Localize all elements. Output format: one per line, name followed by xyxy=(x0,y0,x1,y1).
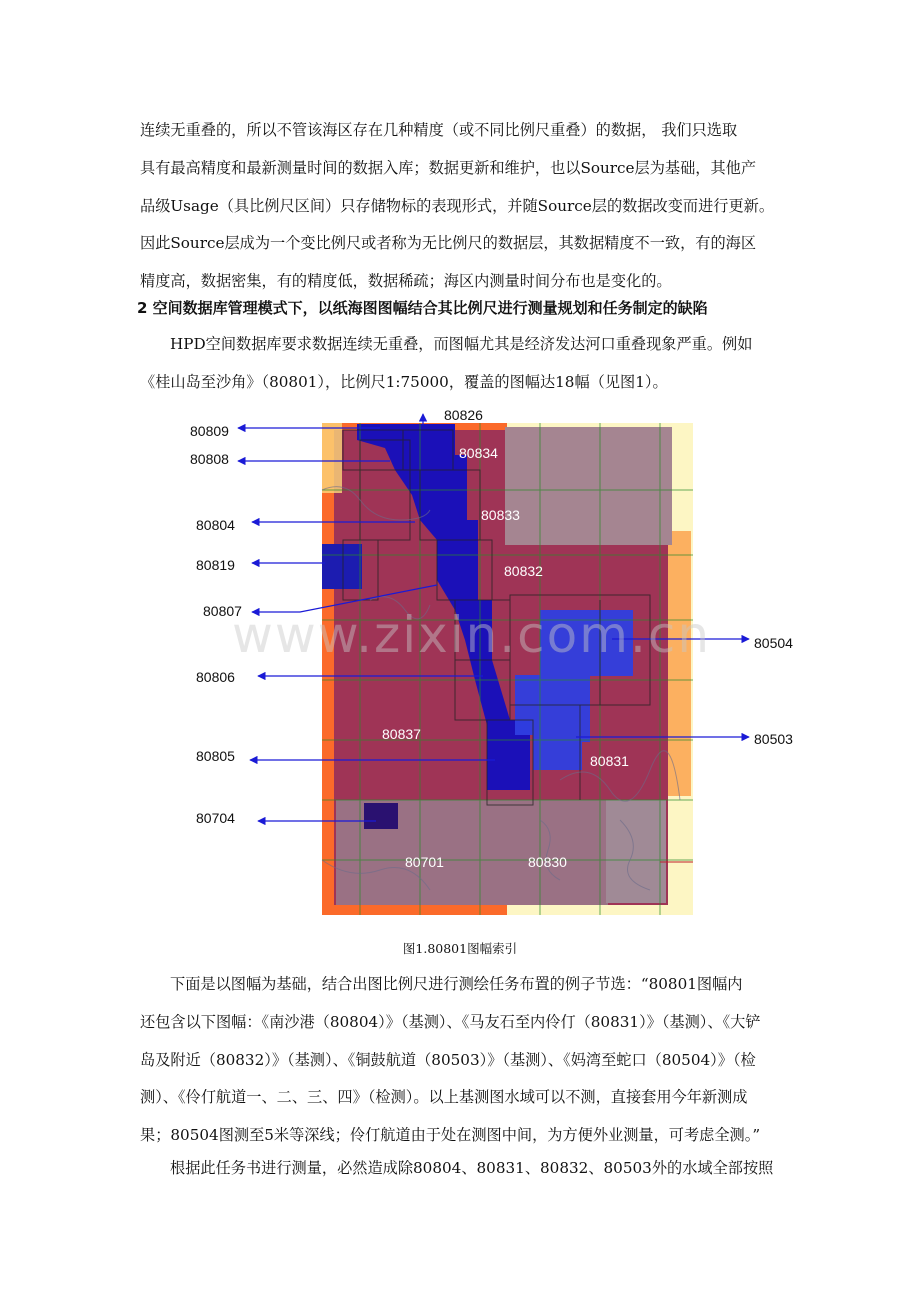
section-heading: 2 空间数据库管理模式下，以纸海图图幅结合其比例尺进行测量规划和任务制定的缺陷 xyxy=(137,299,708,317)
sheet-label: 80831 xyxy=(590,753,629,769)
sheet-label: 80806 xyxy=(196,669,235,685)
sheet-label: 80808 xyxy=(190,451,229,467)
paragraph-4 xyxy=(140,1150,790,1188)
text-line: 岛及附近（80832）》（基测）、《铜鼓航道（80503）》（基测）、《妈湾至蛇口（80504）》（检 xyxy=(140,1050,756,1069)
chart-index-map xyxy=(180,400,793,930)
watermark: www.zixin.com.cn xyxy=(232,606,712,664)
text-line: 测）、《伶仃航道一、二、三、四》（检测）。以上基测图水域可以不测，直接套用今年新测成 xyxy=(140,1088,748,1107)
text-line: 《桂山岛至沙角》（80801），比例尺1:75000，覆盖的图幅达18幅（见图1）。 xyxy=(140,372,668,391)
sheet-label: 80832 xyxy=(504,563,543,579)
sheet-label: 80504 xyxy=(754,635,793,651)
sheet-label: 80805 xyxy=(196,748,235,764)
sheet-label: 80701 xyxy=(405,854,444,870)
text-line: 下面是以图幅为基础，结合出图比例尺进行测绘任务布置的例子节选：“80801图幅内 xyxy=(170,975,743,993)
sheet-label: 80704 xyxy=(196,810,235,826)
paragraph-1 xyxy=(140,112,790,301)
sheet-label: 80819 xyxy=(196,557,235,573)
text-line: 连续无重叠的，所以不管该海区存在几种精度（或不同比例尺重叠）的数据， 我们只选取 xyxy=(140,121,738,139)
sheet-label: 80804 xyxy=(196,517,235,533)
figure-caption: 图1.80801图幅索引 xyxy=(402,941,518,956)
sheet-label: 80503 xyxy=(754,731,793,747)
sheet-label: 80830 xyxy=(528,854,567,870)
sheet-label: 80837 xyxy=(382,726,421,742)
sheet-label: 80833 xyxy=(481,507,520,523)
text-line: HPD空间数据库要求数据连续无重叠，而图幅尤其是经济发达河口重叠现象严重。例如 xyxy=(170,335,753,353)
text-line: 品级Usage（具比例尺区间）只存储物标的表现形式，并随Source层的数据改变而进行更新。 xyxy=(140,196,775,215)
sheet-label: 80826 xyxy=(444,407,483,423)
sheet-label: 80834 xyxy=(459,445,498,461)
text-line: 果；80504图测至5米等深线；伶仃航道由于处在测图中间，为方便外业测量，可考虑全测。” xyxy=(140,1126,761,1145)
text-line: 精度高，数据密集，有的精度低，数据稀疏；海区内测量时间分布也是变化的。 xyxy=(140,272,672,291)
sheet-label: 80809 xyxy=(190,423,229,439)
paragraph-2 xyxy=(140,326,790,402)
text-line: 根据此任务书进行测量，必然造成除80804、80831、80832、80503外的水域全部按照 xyxy=(170,1159,774,1177)
base-map xyxy=(322,423,693,915)
text-line: 还包含以下图幅：《南沙港（80804）》（基测）、《马友石至内伶仃（80831）》（基测）、《大铲 xyxy=(140,1012,761,1031)
paragraph-3 xyxy=(140,966,790,1155)
sheet-label: 80807 xyxy=(203,603,242,619)
text-line: 具有最高精度和最新测量时间的数据入库；数据更新和维护，也以Source层为基础，其他产 xyxy=(140,158,757,177)
text-line: 因此Source层成为一个变比例尺或者称为无比例尺的数据层，其数据精度不一致，有的海区 xyxy=(140,234,757,253)
